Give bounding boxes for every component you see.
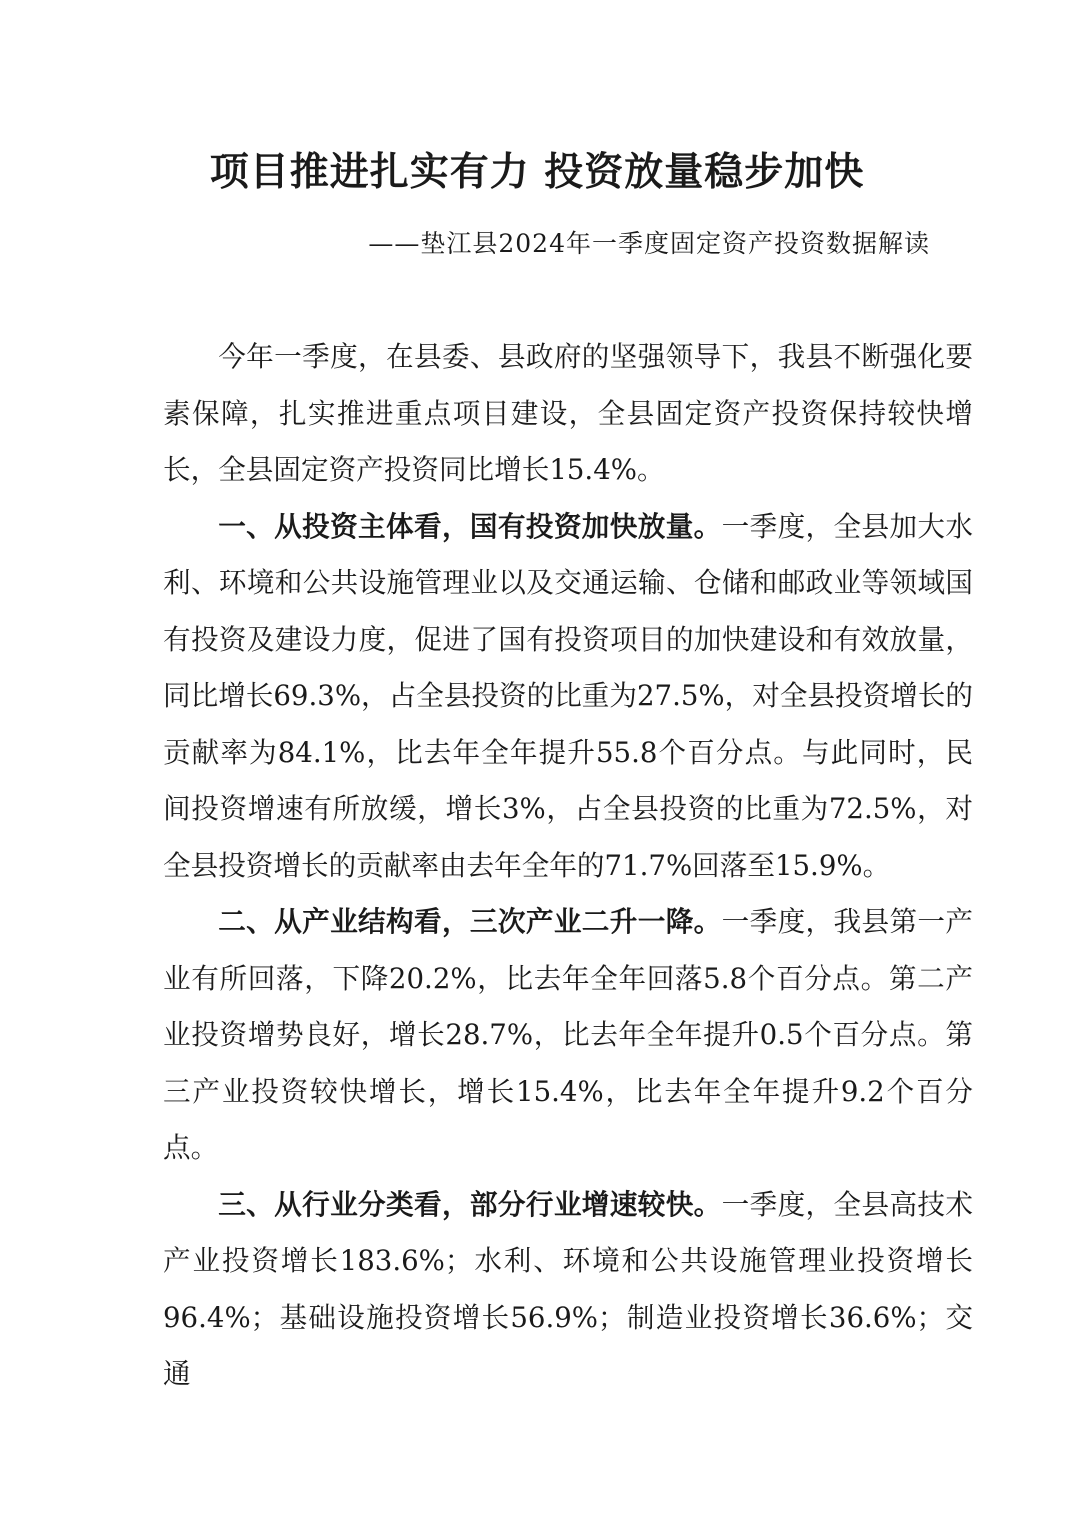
paragraph-section-3 (163, 1177, 973, 1403)
document-title: 项目推进扎实有力 投资放量稳步加快 (209, 150, 865, 195)
document-body (163, 329, 973, 1403)
paragraph-section-2 (163, 894, 973, 1177)
paragraph-intro (163, 329, 973, 499)
document-subtitle: ——垫江县2024年一季度固定资产投资数据解读 (368, 229, 930, 258)
paragraph-section-1 (163, 499, 973, 895)
paragraph-text: 一季度，我县第一产业有所回落，下降20.2%，比去年全年回落5.8个百分点。第二产业投资增势良好，增长28.7%，比去年全年提升0.5个百分点。第三产业投资较快增长，增长15.4%，比去年全年提升9.2个百分点。 (163, 905, 973, 1164)
paragraph-text: 一季度，全县加大水利、环境和公共设施管理业以及交通运输、仓储和邮政业等领域国有投资及建设力度，促进了国有投资项目的加快建设和有效放量，同比增长69.3%，占全县投资的比重为27.5%，对全县投资增长的贡献率为84.1%，比去年全年提升55.8个百分点。与此同时，民间投资增速有所放缓，增长3%，占全县投资的比重为72.5%，对全县投资增长的贡献率由去年全年的71.7%回落至15.9%。 (163, 509, 973, 882)
section-heading: 三、从行业分类看，部分行业增速较快。 (218, 1187, 722, 1221)
paragraph-text: 一季度，全县高技术产业投资增长183.6%；水利、环境和公共设施管理业投资增长96.4%；基础设施投资增长56.9%；制造业投资增长36.6%；交通 (163, 1187, 973, 1390)
paragraph-text: 今年一季度，在县委、县政府的坚强领导下，我县不断强化要素保障，扎实推进重点项目建设，全县固定资产投资保持较快增长，全县固定资产投资同比增长15.4%。 (163, 340, 973, 486)
section-heading: 二、从产业结构看，三次产业二升一降。 (218, 905, 722, 938)
section-heading: 一、从投资主体看，国有投资加快放量。 (218, 509, 722, 543)
